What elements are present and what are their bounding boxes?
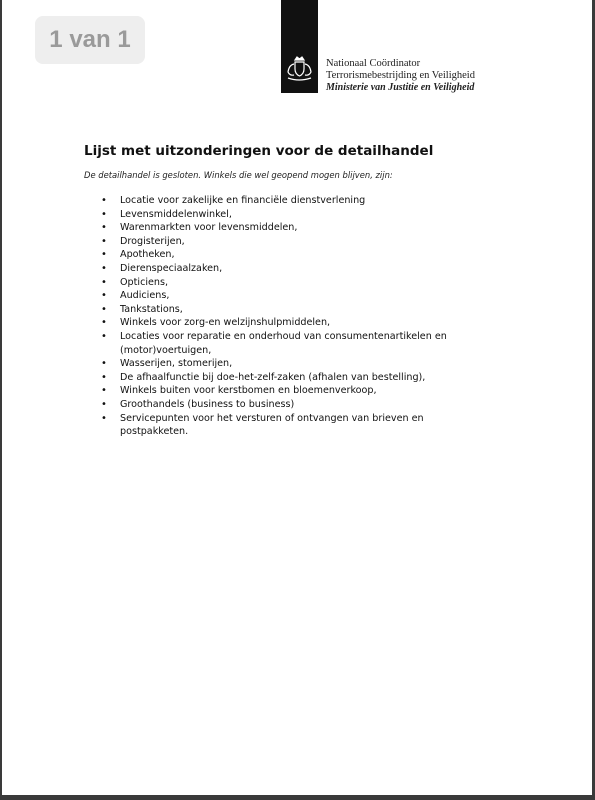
document-subtitle: De detailhandel is gesloten. Winkels die wel geopend mogen blijven, zijn: <box>84 170 393 180</box>
org-name-line2: Terrorismebestrijding en Veiligheid <box>326 70 475 81</box>
list-item: • Winkels voor zorg-en welzijnshulpmiddelen, <box>100 316 460 330</box>
list-item: • De afhaalfunctie bij doe-het-zelf-zaken (afhalen van bestelling), <box>100 371 460 385</box>
list-item: • Opticiens, <box>100 276 460 290</box>
list-item: • Winkels buiten voor kerstbomen en bloemenverkoop, <box>100 384 460 398</box>
list-item: • Groothandels (business to business) <box>100 398 460 412</box>
list-item: • Wasserijen, stomerijen, <box>100 357 460 371</box>
list-item: • Levensmiddelenwinkel, <box>100 208 460 222</box>
coat-of-arms-icon <box>284 56 315 84</box>
logo-bar <box>281 0 318 93</box>
page-counter: 1 van 1 <box>35 16 145 64</box>
document-title: Lijst met uitzonderingen voor de detailhandel <box>84 143 434 159</box>
list-item: • Dierenspeciaalzaken, <box>100 262 460 276</box>
document-page <box>2 0 592 795</box>
org-name-line1: Nationaal Coördinator <box>326 58 421 69</box>
list-item: • Tankstations, <box>100 303 460 317</box>
list-item: • Apotheken, <box>100 248 460 262</box>
list-item: • Servicepunten voor het versturen of ontvangen van brieven en postpakketen. <box>100 412 460 439</box>
list-item: • Warenmarkten voor levensmiddelen, <box>100 221 460 235</box>
list-item: • Locaties voor reparatie en onderhoud van consumentenartikelen en (motor)voertuigen, <box>100 330 460 357</box>
list-item: • Audiciens, <box>100 289 460 303</box>
ministry-name: Ministerie van Justitie en Veiligheid <box>326 82 475 93</box>
list-item: • Locatie voor zakelijke en financiële dienstverlening <box>100 194 460 208</box>
exceptions-list <box>100 194 460 439</box>
organization-block <box>326 58 475 94</box>
list-item: • Drogisterijen, <box>100 235 460 249</box>
